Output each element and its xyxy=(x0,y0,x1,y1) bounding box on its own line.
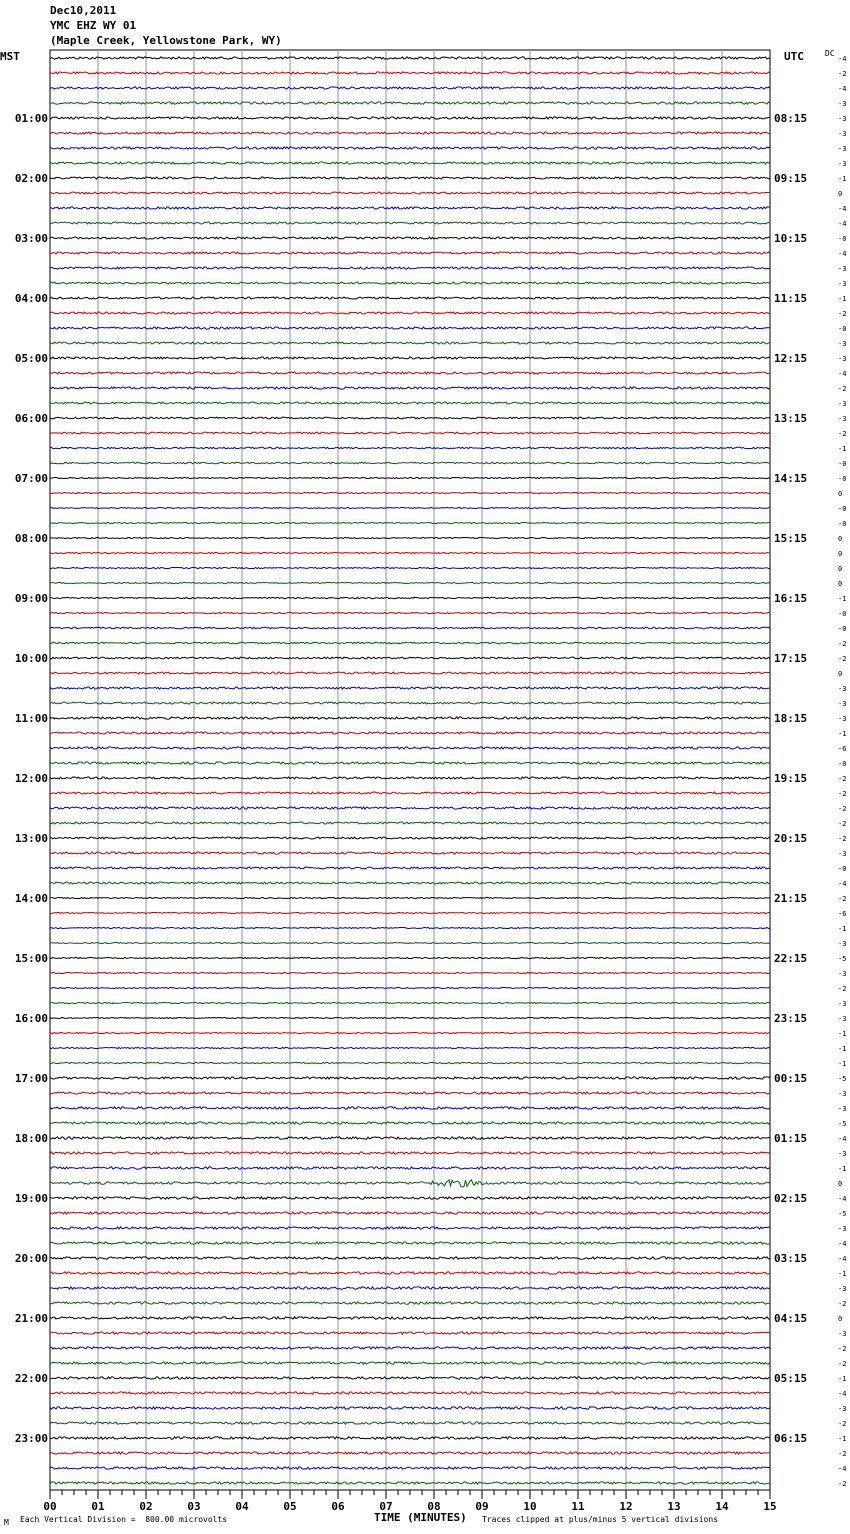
trace-60 xyxy=(50,957,770,958)
dc-offset-21: -4 xyxy=(838,370,847,378)
dc-offset-62: -2 xyxy=(838,985,847,993)
left-hour-label-21: 21:00 xyxy=(14,1312,48,1325)
trace-13 xyxy=(50,252,770,254)
trace-23 xyxy=(50,402,770,404)
dc-offset-66: -1 xyxy=(838,1045,847,1053)
dc-offset-14: -3 xyxy=(838,265,847,273)
trace-88 xyxy=(50,1377,770,1379)
trace-75 xyxy=(50,1180,770,1187)
left-hour-label-2: 02:00 xyxy=(14,172,48,185)
dc-offset-69: -3 xyxy=(838,1090,847,1098)
trace-93 xyxy=(50,1452,770,1454)
dc-offset-8: -1 xyxy=(838,175,847,183)
trace-71 xyxy=(50,1122,770,1124)
dc-offset-28: -0 xyxy=(838,475,847,483)
dc-offset-5: -3 xyxy=(838,130,847,138)
trace-22 xyxy=(50,387,770,389)
dc-offset-90: -3 xyxy=(838,1405,847,1413)
scale-note: Each Vertical Division = 800.00 microvolts xyxy=(20,1515,228,1524)
left-hour-label-17: 17:00 xyxy=(14,1072,48,1085)
trace-44 xyxy=(50,717,770,719)
right-hour-label-7: 14:15 xyxy=(774,472,808,485)
trace-1 xyxy=(50,72,770,74)
x-tick-label-12: 12 xyxy=(619,1500,633,1513)
trace-17 xyxy=(50,312,770,314)
left-hour-label-3: 03:00 xyxy=(14,232,48,245)
trace-50 xyxy=(50,807,770,809)
right-hour-label-10: 17:15 xyxy=(774,652,808,665)
x-tick-label-15: 15 xyxy=(763,1500,777,1513)
trace-6 xyxy=(50,147,770,149)
right-hour-label-4: 11:15 xyxy=(774,292,808,305)
dc-offset-78: -3 xyxy=(838,1225,847,1233)
trace-92 xyxy=(50,1437,770,1439)
x-axis-title: TIME (MINUTES) xyxy=(374,1511,467,1524)
dc-offset-6: -3 xyxy=(838,145,847,153)
right-hour-label-23: 06:15 xyxy=(774,1432,808,1445)
trace-67 xyxy=(50,1062,770,1063)
dc-offset-54: -0 xyxy=(838,865,847,873)
dc-offset-3: -3 xyxy=(838,100,847,108)
trace-91 xyxy=(50,1422,770,1424)
dc-offset-86: -2 xyxy=(838,1345,847,1353)
right-hour-label-6: 13:15 xyxy=(774,412,808,425)
dc-offset-39: -2 xyxy=(838,640,847,648)
trace-11 xyxy=(50,222,770,224)
trace-3 xyxy=(50,102,770,104)
dc-offset-93: -2 xyxy=(838,1450,847,1458)
dc-offset-48: -2 xyxy=(838,775,847,783)
trace-38 xyxy=(50,627,770,629)
dc-offset-70: -3 xyxy=(838,1105,847,1113)
x-tick-label-13: 13 xyxy=(667,1500,681,1513)
right-hour-label-1: 08:15 xyxy=(774,112,808,125)
left-axis-title: MST xyxy=(0,50,20,63)
right-hour-label-18: 01:15 xyxy=(774,1132,808,1145)
dc-offset-81: -1 xyxy=(838,1270,847,1278)
dc-offset-40: -2 xyxy=(838,655,847,663)
trace-12 xyxy=(50,237,770,239)
trace-4 xyxy=(50,117,770,119)
right-hour-label-3: 10:15 xyxy=(774,232,808,245)
trace-76 xyxy=(50,1197,770,1199)
dc-offset-50: -2 xyxy=(838,805,847,813)
dc-offset-82: -3 xyxy=(838,1285,847,1293)
x-tick-label-03: 03 xyxy=(187,1500,201,1513)
trace-36 xyxy=(50,597,770,598)
plot-frame xyxy=(50,50,770,1490)
corner-mark: M xyxy=(4,1518,9,1527)
trace-5 xyxy=(50,132,770,134)
dc-offset-11: -4 xyxy=(838,220,847,228)
left-hour-label-1: 01:00 xyxy=(14,112,48,125)
trace-16 xyxy=(50,297,770,299)
trace-83 xyxy=(50,1302,770,1304)
trace-70 xyxy=(50,1107,770,1109)
trace-9 xyxy=(50,192,770,194)
trace-39 xyxy=(50,642,770,644)
dc-offset-18: -0 xyxy=(838,325,847,333)
trace-49 xyxy=(50,792,770,794)
dc-offset-23: -3 xyxy=(838,400,847,408)
dc-offset-76: -4 xyxy=(838,1195,847,1203)
trace-53 xyxy=(50,852,770,854)
dc-offset-24: -3 xyxy=(838,415,847,423)
x-tick-label-09: 09 xyxy=(475,1500,489,1513)
dc-offset-9: 0 xyxy=(838,190,843,198)
clip-note: Traces clipped at plus/minus 5 vertical divisions xyxy=(482,1515,719,1524)
trace-51 xyxy=(50,822,770,824)
trace-14 xyxy=(50,267,770,269)
trace-73 xyxy=(50,1152,770,1154)
trace-56 xyxy=(50,897,770,898)
right-hour-label-19: 02:15 xyxy=(774,1192,808,1205)
left-hour-label-14: 14:00 xyxy=(14,892,48,905)
dc-offset-7: -3 xyxy=(838,160,847,168)
dc-offset-74: -1 xyxy=(838,1165,847,1173)
left-hour-label-13: 13:00 xyxy=(14,832,48,845)
trace-41 xyxy=(50,672,770,674)
dc-offset-43: -3 xyxy=(838,700,847,708)
trace-7 xyxy=(50,162,770,164)
dc-offset-80: -4 xyxy=(838,1255,847,1263)
x-tick-label-08: 08 xyxy=(427,1500,441,1513)
dc-offset-83: -2 xyxy=(838,1300,847,1308)
dc-offset-58: -1 xyxy=(838,925,847,933)
left-hour-label-19: 19:00 xyxy=(14,1192,48,1205)
left-hour-label-23: 23:00 xyxy=(14,1432,48,1445)
x-tick-label-05: 05 xyxy=(283,1500,297,1513)
right-hour-label-12: 19:15 xyxy=(774,772,808,785)
trace-19 xyxy=(50,342,770,344)
trace-64 xyxy=(50,1017,770,1018)
trace-62 xyxy=(50,987,770,988)
dc-offset-65: -1 xyxy=(838,1030,847,1038)
x-tick-label-06: 06 xyxy=(331,1500,345,1513)
right-hour-label-20: 03:15 xyxy=(774,1252,808,1265)
trace-79 xyxy=(50,1242,770,1244)
dc-offset-37: -0 xyxy=(838,610,847,618)
left-hour-label-15: 15:00 xyxy=(14,952,48,965)
station-code: YMC EHZ WY 01 xyxy=(50,19,137,32)
dc-offset-1: -2 xyxy=(838,70,847,78)
left-hour-label-10: 10:00 xyxy=(14,652,48,665)
trace-80 xyxy=(50,1257,770,1259)
left-hour-label-18: 18:00 xyxy=(14,1132,48,1145)
trace-25 xyxy=(50,432,770,434)
dc-offset-53: -3 xyxy=(838,850,847,858)
trace-32 xyxy=(50,537,770,538)
record-date: Dec10,2011 xyxy=(50,4,117,17)
right-hour-label-15: 22:15 xyxy=(774,952,808,965)
dc-offset-68: -5 xyxy=(838,1075,847,1083)
dc-offset-60: -5 xyxy=(838,955,847,963)
dc-offset-57: -6 xyxy=(838,910,847,918)
dc-offset-63: -3 xyxy=(838,1000,847,1008)
dc-offset-95: -2 xyxy=(838,1480,847,1488)
dc-offset-42: -3 xyxy=(838,685,847,693)
left-hour-label-9: 09:00 xyxy=(14,592,48,605)
dc-title: DC xyxy=(825,49,835,58)
left-hour-label-11: 11:00 xyxy=(14,712,48,725)
trace-85 xyxy=(50,1332,770,1334)
right-hour-label-5: 12:15 xyxy=(774,352,808,365)
dc-offset-26: -1 xyxy=(838,445,847,453)
x-tick-label-07: 07 xyxy=(379,1500,393,1513)
right-hour-label-21: 04:15 xyxy=(774,1312,808,1325)
right-hour-label-8: 15:15 xyxy=(774,532,808,545)
dc-offset-92: -1 xyxy=(838,1435,847,1443)
trace-84 xyxy=(50,1317,770,1319)
trace-33 xyxy=(50,552,770,553)
dc-offset-59: -3 xyxy=(838,940,847,948)
trace-30 xyxy=(50,507,770,508)
dc-offset-41: 0 xyxy=(838,670,843,678)
dc-offset-30: -0 xyxy=(838,505,847,513)
trace-10 xyxy=(50,207,770,209)
trace-87 xyxy=(50,1362,770,1364)
dc-offset-33: 0 xyxy=(838,550,843,558)
right-hour-label-22: 05:15 xyxy=(774,1372,808,1385)
dc-offset-91: -2 xyxy=(838,1420,847,1428)
right-hour-label-11: 18:15 xyxy=(774,712,808,725)
dc-offset-56: -2 xyxy=(838,895,847,903)
trace-26 xyxy=(50,447,770,449)
dc-offset-84: 0 xyxy=(838,1315,843,1323)
right-axis-title: UTC xyxy=(784,50,804,63)
trace-2 xyxy=(50,87,770,89)
dc-offset-13: -4 xyxy=(838,250,847,258)
dc-offset-36: -1 xyxy=(838,595,847,603)
trace-45 xyxy=(50,732,770,734)
x-tick-label-14: 14 xyxy=(715,1500,729,1513)
dc-offset-88: -1 xyxy=(838,1375,847,1383)
dc-offset-71: -5 xyxy=(838,1120,847,1128)
dc-offset-15: -3 xyxy=(838,280,847,288)
dc-offset-38: -0 xyxy=(838,625,847,633)
trace-94 xyxy=(50,1467,770,1469)
dc-offset-79: -4 xyxy=(838,1240,847,1248)
dc-offset-52: -2 xyxy=(838,835,847,843)
dc-offset-45: -1 xyxy=(838,730,847,738)
trace-54 xyxy=(50,867,770,869)
trace-58 xyxy=(50,927,770,928)
trace-46 xyxy=(50,747,770,749)
left-hour-label-22: 22:00 xyxy=(14,1372,48,1385)
x-tick-label-10: 10 xyxy=(523,1500,537,1513)
left-hour-label-16: 16:00 xyxy=(14,1012,48,1025)
trace-52 xyxy=(50,837,770,839)
dc-offset-46: -6 xyxy=(838,745,847,753)
dc-offset-2: -4 xyxy=(838,85,847,93)
dc-offset-31: -0 xyxy=(838,520,847,528)
trace-35 xyxy=(50,582,770,583)
dc-offset-10: -4 xyxy=(838,205,847,213)
dc-offset-12: -0 xyxy=(838,235,847,243)
trace-0 xyxy=(50,57,770,59)
dc-offset-27: -0 xyxy=(838,460,847,468)
dc-offset-72: -4 xyxy=(838,1135,847,1143)
trace-86 xyxy=(50,1347,770,1349)
trace-55 xyxy=(50,882,770,884)
dc-offset-67: -1 xyxy=(838,1060,847,1068)
left-hour-label-8: 08:00 xyxy=(14,532,48,545)
trace-48 xyxy=(50,777,770,779)
trace-28 xyxy=(50,477,770,478)
dc-offset-17: -2 xyxy=(838,310,847,318)
dc-offset-64: -3 xyxy=(838,1015,847,1023)
left-hour-label-7: 07:00 xyxy=(14,472,48,485)
trace-57 xyxy=(50,912,770,913)
dc-offset-55: -4 xyxy=(838,880,847,888)
left-hour-label-4: 04:00 xyxy=(14,292,48,305)
trace-69 xyxy=(50,1092,770,1094)
trace-82 xyxy=(50,1287,770,1289)
dc-offset-49: -2 xyxy=(838,790,847,798)
left-hour-label-20: 20:00 xyxy=(14,1252,48,1265)
trace-21 xyxy=(50,372,770,374)
left-hour-label-12: 12:00 xyxy=(14,772,48,785)
station-location: (Maple Creek, Yellowstone Park, WY) xyxy=(50,34,282,47)
trace-18 xyxy=(50,327,770,329)
trace-61 xyxy=(50,972,770,973)
dc-offset-16: -1 xyxy=(838,295,847,303)
left-hour-label-5: 05:00 xyxy=(14,352,48,365)
trace-15 xyxy=(50,282,770,284)
dc-offset-85: -3 xyxy=(838,1330,847,1338)
trace-34 xyxy=(50,567,770,568)
dc-offset-61: -3 xyxy=(838,970,847,978)
trace-59 xyxy=(50,942,770,943)
dc-offset-47: -0 xyxy=(838,760,847,768)
trace-66 xyxy=(50,1047,770,1048)
x-tick-label-04: 04 xyxy=(235,1500,249,1513)
trace-8 xyxy=(50,177,770,179)
trace-89 xyxy=(50,1392,770,1394)
trace-63 xyxy=(50,1002,770,1003)
dc-offset-89: -4 xyxy=(838,1390,847,1398)
dc-offset-44: -3 xyxy=(838,715,847,723)
trace-90 xyxy=(50,1407,770,1409)
dc-offset-94: -4 xyxy=(838,1465,847,1473)
x-tick-label-00: 00 xyxy=(43,1500,57,1513)
dc-offset-22: -2 xyxy=(838,385,847,393)
dc-offset-20: -3 xyxy=(838,355,847,363)
trace-42 xyxy=(50,687,770,689)
dc-offset-35: 0 xyxy=(838,580,843,588)
dc-offset-0: -4 xyxy=(838,55,847,63)
dc-offset-32: 0 xyxy=(838,535,843,543)
trace-47 xyxy=(50,762,770,764)
right-hour-label-9: 16:15 xyxy=(774,592,808,605)
right-hour-label-16: 23:15 xyxy=(774,1012,808,1025)
trace-68 xyxy=(50,1077,770,1079)
dc-offset-19: -3 xyxy=(838,340,847,348)
trace-20 xyxy=(50,357,770,359)
x-tick-label-02: 02 xyxy=(139,1500,153,1513)
x-tick-label-11: 11 xyxy=(571,1500,585,1513)
right-hour-label-2: 09:15 xyxy=(774,172,808,185)
trace-43 xyxy=(50,702,770,704)
trace-81 xyxy=(50,1272,770,1274)
right-hour-label-13: 20:15 xyxy=(774,832,808,845)
trace-78 xyxy=(50,1227,770,1229)
dc-offset-75: 0 xyxy=(838,1180,843,1188)
trace-37 xyxy=(50,612,770,613)
trace-29 xyxy=(50,492,770,493)
dc-offset-87: -2 xyxy=(838,1360,847,1368)
dc-offset-77: -5 xyxy=(838,1210,847,1218)
dc-offset-51: -2 xyxy=(838,820,847,828)
dc-offset-25: -2 xyxy=(838,430,847,438)
trace-72 xyxy=(50,1137,770,1139)
right-hour-label-17: 00:15 xyxy=(774,1072,808,1085)
dc-offset-29: 0 xyxy=(838,490,843,498)
trace-40 xyxy=(50,657,770,659)
dc-offset-4: -3 xyxy=(838,115,847,123)
dc-offset-73: -3 xyxy=(838,1150,847,1158)
trace-65 xyxy=(50,1032,770,1033)
x-tick-label-01: 01 xyxy=(91,1500,105,1513)
dc-offset-34: 0 xyxy=(838,565,843,573)
left-hour-label-6: 06:00 xyxy=(14,412,48,425)
trace-24 xyxy=(50,417,770,419)
trace-77 xyxy=(50,1212,770,1214)
trace-31 xyxy=(50,522,770,523)
trace-27 xyxy=(50,462,770,464)
trace-74 xyxy=(50,1167,770,1169)
trace-95 xyxy=(50,1482,770,1484)
right-hour-label-14: 21:15 xyxy=(774,892,808,905)
